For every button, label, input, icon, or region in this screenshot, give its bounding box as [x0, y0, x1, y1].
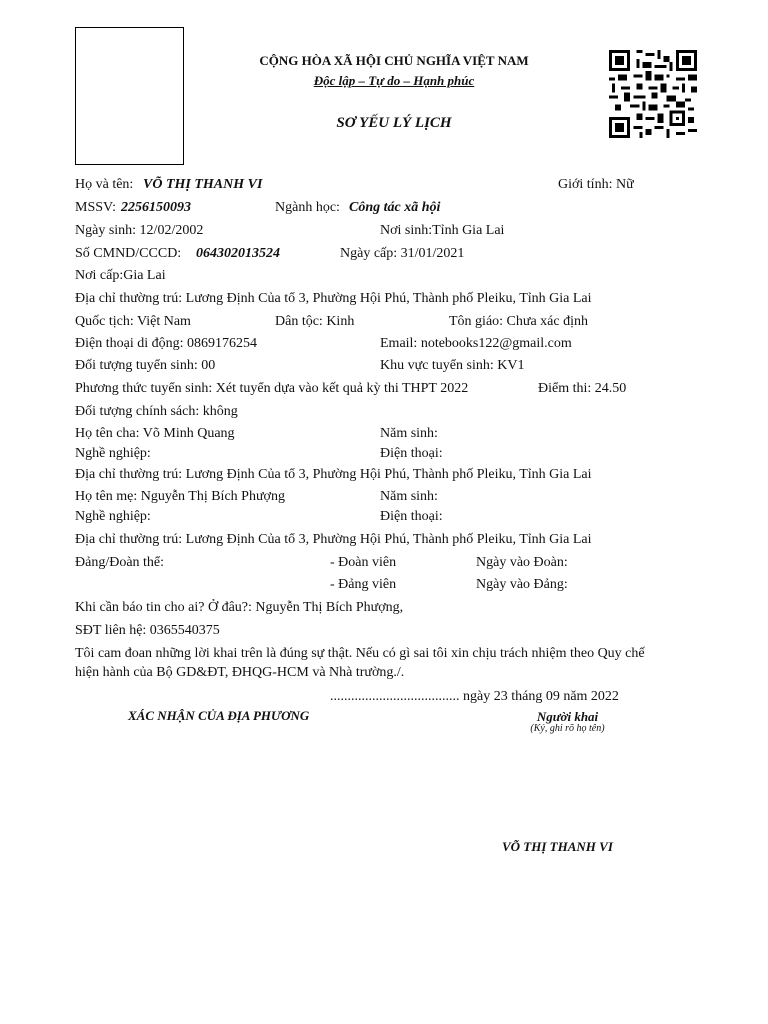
- birthplace: Nơi sinh:Tỉnh Gia Lai: [380, 223, 505, 238]
- exam-score: Điểm thi: 24.50: [538, 381, 627, 396]
- party-member: - Đảng viên: [330, 577, 397, 592]
- policy-object: Đối tượng chính sách: không: [75, 404, 238, 419]
- name-label: Họ và tên:: [75, 177, 134, 192]
- republic-header: CỘNG HÒA XÃ HỘI CHỦ NGHĨA VIỆT NAM: [259, 53, 529, 68]
- mother-address: Địa chỉ thường trú: Lương Định Của tổ 3, Phường Hội Phú, Thành phố Pleiku, Tỉnh Gia Lai: [75, 532, 592, 547]
- mother-phone: Điện thoại:: [380, 509, 443, 524]
- id-issue-place: Nơi cấp:Gia Lai: [75, 268, 166, 283]
- permanent-address: Địa chỉ thường trú: Lương Định Của tổ 3, Phường Hội Phú, Thành phố Pleiku, Tỉnh Gia Lai: [75, 291, 592, 306]
- id-value: 064302013524: [196, 246, 280, 261]
- email: Email: notebooks122@gmail.com: [380, 336, 572, 351]
- party-label: Đảng/Đoàn thể:: [75, 555, 165, 570]
- father-address: Địa chỉ thường trú: Lương Định Của tổ 3, Phường Hội Phú, Thành phố Pleiku, Tỉnh Gia Lai: [75, 467, 592, 482]
- photo-placeholder: [75, 27, 184, 165]
- father-phone: Điện thoại:: [380, 446, 443, 461]
- ethnicity: Dân tộc: Kinh: [275, 314, 355, 329]
- union-member: - Đoàn viên: [330, 555, 397, 570]
- date-of-birth: Ngày sinh: 12/02/2002: [75, 223, 204, 238]
- party-join-date: Ngày vào Đảng:: [476, 577, 568, 592]
- major-value: Công tác xã hội: [349, 200, 441, 215]
- id-label: Số CMND/CCCD:: [75, 246, 182, 261]
- mother-name: Họ tên mẹ: Nguyễn Thị Bích Phượng: [75, 489, 285, 504]
- major-label: Ngành học:: [275, 200, 340, 215]
- religion: Tôn giáo: Chưa xác định: [449, 314, 589, 329]
- mother-birth-year: Năm sinh:: [380, 489, 438, 504]
- admission-method: Phương thức tuyển sinh: Xét tuyển dựa vào kết quả kỳ thi THPT 2022: [75, 381, 469, 396]
- mssv-value: 2256150093: [121, 200, 191, 215]
- qr-code-icon: [607, 50, 699, 138]
- id-issue-date: Ngày cấp: 31/01/2021: [340, 246, 465, 261]
- motto: Độc lập – Tự do – Hạnh phúc: [313, 73, 475, 88]
- name-value: VÕ THỊ THANH VI: [143, 177, 263, 192]
- mobile-phone: Điện thoại di động: 0869176254: [75, 336, 257, 351]
- father-job: Nghề nghiệp:: [75, 446, 151, 461]
- emergency-contact: Khi cần báo tin cho ai? Ở đâu?: Nguyễn Thị Bích Phượng,: [75, 600, 404, 615]
- declarant-name: VÕ THỊ THANH VI: [502, 839, 613, 854]
- admission-region: Khu vực tuyển sinh: KV1: [380, 358, 525, 373]
- admission-object: Đối tượng tuyển sinh: 00: [75, 358, 216, 373]
- father-birth-year: Năm sinh:: [380, 426, 438, 441]
- signature-note: (Ký, ghi rõ họ tên): [530, 723, 605, 734]
- declarant-label: Người khai: [536, 709, 599, 724]
- gender: Giới tính: Nữ: [558, 177, 634, 192]
- father-name: Họ tên cha: Võ Minh Quang: [75, 426, 235, 441]
- mother-job: Nghề nghiệp:: [75, 509, 151, 524]
- signing-date: ..................................... ngày 23 tháng 09 năm 2022: [330, 689, 619, 704]
- contact-phone: SĐT liên hệ: 0365540375: [75, 623, 220, 638]
- declaration-line-2: hiện hành của Bộ GD&ĐT, ĐHQG-HCM và Nhà trường./.: [75, 665, 405, 680]
- local-confirmation: XÁC NHẬN CỦA ĐỊA PHƯƠNG: [128, 708, 310, 723]
- nationality: Quốc tịch: Việt Nam: [75, 314, 191, 329]
- page-title: SƠ YẾU LÝ LỊCH: [336, 115, 452, 131]
- mssv-label: MSSV:: [75, 200, 116, 215]
- union-join-date: Ngày vào Đoàn:: [476, 555, 568, 570]
- declaration-line-1: Tôi cam đoan những lời khai trên là đúng sự thật. Nếu có gì sai tôi xin chịu trách nhiệm theo Quy chế: [75, 646, 645, 661]
